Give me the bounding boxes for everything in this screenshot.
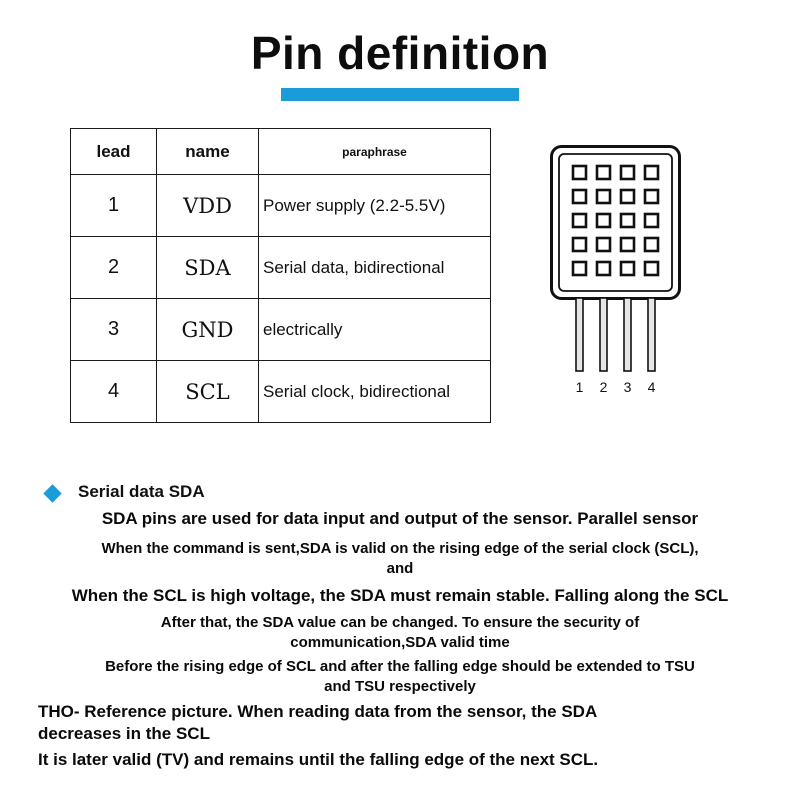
page-title: Pin definition	[250, 27, 550, 79]
cell-lead: 4	[71, 361, 157, 423]
header-name: name	[157, 129, 259, 175]
body-line: After that, the SDA value can be changed. To ensure the security of	[160, 614, 640, 631]
sensor-pin	[600, 298, 607, 371]
pin-definition-table	[70, 128, 491, 423]
sensor-pin	[648, 298, 655, 371]
body-line: THO- Reference picture. When reading data from the sensor, the SDA	[38, 702, 598, 721]
cell-name: GND	[157, 299, 259, 361]
cell-name: VDD	[157, 175, 259, 237]
header-lead: lead	[71, 129, 157, 175]
table-row	[71, 237, 491, 299]
cell-name: SCL	[157, 361, 259, 423]
pin-label: 2	[599, 379, 608, 395]
sensor-pins	[576, 298, 655, 371]
table-header-row	[71, 129, 491, 175]
cell-name: SDA	[157, 237, 259, 299]
table-row	[71, 299, 491, 361]
body-line: decreases in the SCL	[38, 724, 210, 743]
body-line: and TSU respectively	[324, 678, 476, 695]
sensor-body-outline	[552, 147, 680, 299]
body-line: When the command is sent,SDA is valid on the rising edge of the serial clock (SCL),	[101, 540, 699, 557]
cell-paraphrase: Serial clock, bidirectional	[259, 361, 491, 423]
body-line: communication,SDA valid time	[290, 634, 510, 651]
sensor-pin	[576, 298, 583, 371]
pin-label: 3	[623, 379, 632, 395]
table-row	[71, 175, 491, 237]
section-body	[30, 508, 770, 771]
title-underline-bar	[281, 88, 519, 101]
body-line: When the SCL is high voltage, the SDA must remain stable. Falling along the SCL	[71, 586, 729, 605]
sensor-pin	[624, 298, 631, 371]
diamond-bullet-icon	[43, 484, 61, 502]
cell-paraphrase: Power supply (2.2-5.5V)	[259, 175, 491, 237]
cell-lead: 2	[71, 237, 157, 299]
sensor-diagram	[549, 144, 683, 400]
pin-label: 4	[647, 379, 656, 395]
table-row	[71, 361, 491, 423]
body-line: Before the rising edge of SCL and after the falling edge should be extended to TSU	[105, 658, 695, 675]
body-line: It is later valid (TV) and remains until the falling edge of the next SCL.	[38, 750, 599, 769]
pin-label: 1	[575, 379, 584, 395]
cell-lead: 1	[71, 175, 157, 237]
cell-paraphrase: Serial data, bidirectional	[259, 237, 491, 299]
section-heading: Serial data SDA	[78, 482, 205, 501]
body-line: SDA pins are used for data input and output of the sensor. Parallel sensor	[101, 509, 699, 528]
header-paraphrase: paraphrase	[259, 129, 491, 175]
cell-paraphrase: electrically	[259, 299, 491, 361]
body-line: and	[386, 560, 414, 577]
cell-lead: 3	[71, 299, 157, 361]
